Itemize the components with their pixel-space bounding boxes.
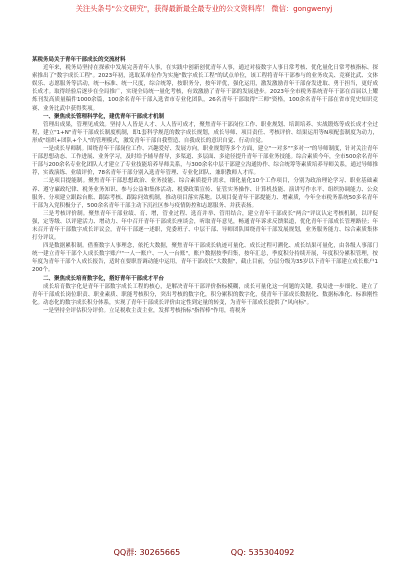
- paragraph: 成长培育数字化是青年干部数字成长工程的核心，是解决青年干部评价指标模糊，成长可量化这一问题的关键，我局进一步细化、建立了青年干部成长岗位职责、职业素质、职能考核积分，突出考核的数字化，积分累积的数字化，使青年干部成长数据化、数据标准化、标准刚性化。动态化的数字成长积分体系，实现了青年干部成长评价由定性到定量的转变，为青年干部成长提供了"风向标"。: [32, 283, 378, 306]
- document-title: 某税务局关于青年干部成长的交流材料: [32, 57, 126, 63]
- paragraph: 四是数据累积制。借鉴数字人事理念，依托大数据，聚焦青年干部成长轨迹可量化、成长过程可溯化、成长结果可量化，由各级人事部门统一建立青年干部个人成长数字账户"一人一账户、一人一台账"，账户数据按季归集，按年汇总，季度积分持续开展，年度积分累积管理，按年度为青年干部个人成长报告，适时在要职晋调动能中运用，青年干部成长"大数据"，截止目前，分层分级为35岁以下青年干部建立成长账户1200个。: [32, 243, 378, 274]
- paragraph: 近年来，税务局坚持在探索中发展完善青年人事，在实践中创新创优青年人事，通过对接数字人事日常考核、优化量化日常考核指标、探索推出了"数字成长工程"。2023年初，选取某单位作为实施"数字成长工程"的试点单位，该工程将青年干部参与的业务攻关、竞赛比武、文体娱乐、志愿服务等活动，统一标准、统一尺度，综合统筹，按职务分，按年评优，强化运用，激发激励青年干部奋发进取、勇于担当，更好成长成才。取得经验后逐步在全局推广，实现全局统一量化考核，有效激励了青年干部的发展进步。2023年全市税务系统青年干部在首届以上耀炼刊发高质量稿件1000余篇，100余名青年干部入选省市专业化团队，26名青年干部取得"三师"资格，100余名青年干部在省市党史知识竞赛、业务比武中获得奖项。: [32, 65, 378, 112]
- paragraph: 管理出成果，管理见成效。坚持人人皆是人才、人人皆可成才，聚焦青年干部岗位工作、职业规划、培训培养、实战锻炼等成长成才全过程，建立"1+N"青年干部成长制度机制，即1套科学规范的数字成长规划，成长导师、项目责任、考核评价、结果运用等N项配套制度为动力，形成"组织+团队+个人"的管理模式，激发青年干部自我塑造、自我成长的意识自觉、行动自觉。: [32, 121, 378, 144]
- paragraph: 三是考核评价制。聚焦青年干部业绩、育、增，管业过程、选育并举、管用结合，建立青年干部成长"两合"评议认定考核机制，以评促强，定等级、以评建活力、增动力、年中召开青年干部成长座谈会，听取青年意见，畅通青年诉求反馈渠道，优化青年干部成长管理路径；年末召开青年干部数字成长评议会，青年干部逐一述职，党委班子、中层干部、导师团队围绕青年干部发展规划，业务服务能力、综合素质集体打分评议。: [32, 210, 378, 242]
- paragraph: 一是成长导师制。围绕青年干部岗位工作、兴趣爱好、发展方向，职业规划等多个方面，建立"一对多""多对一"的导师制度，针对关注青年干部思想动态、工作进展、业务学习，及时给予辅导督导，多渠道、多层面、多途径提升青年干部业务技能。综合素质今年，全市500余名青年干部与200余名专业化团队人才建立了专业技能培养导师关系，与300余名中层干部建立沟通协作、综合统筹等素质培养导师关系，通过导师推荐，实战演练、业绩评价，78名青年干部分别入选青年管理、专业化团队、兼职教师人才库。: [32, 146, 379, 177]
- footer-contact: [0, 547, 408, 558]
- document-body: [32, 56, 378, 315]
- paragraph: 二是项目提能制。聚焦青年干部思想政治、业务技能、综合素质提升需求，细化量化10个工作项目，分别为政治理论学习、职业基础素养、遵守廉政纪律、税务业务知识、参与公益和集体活动、税费政策宣传、征管实务操作、计算机技能、演讲写作水平、组织协调能力、公众服务、分项建立跟踪台账、跟踪考核、跟踪问效机制，推动项目落实落地。以项目促青年干部提能力、增素质，今年全市税务系统50多名青年干部为入党积极分子，500余名青年干部主动下沉社区参与疫情防控和志愿服务、并获表扬。: [32, 178, 378, 209]
- section-heading: 一、聚焦成长管理科学化，建优青年干部成才机制: [43, 113, 165, 120]
- paragraph: 一是坚持全评估积分评价。立足税收主责主业，发挥考核指标"指挥棒"作用，将税务: [43, 307, 247, 314]
- qq-group: QQ群: 30265665: [113, 548, 181, 557]
- section-heading: 二、聚焦成长培育数字化，搭好青年干部成才平台: [43, 275, 165, 282]
- qq-contact: QQ: 535304092: [230, 548, 295, 557]
- top-banner: 关注头条号"公文研究"，获得最新最全最专业的公文资料库！ 微信：gongwenyj: [75, 4, 333, 13]
